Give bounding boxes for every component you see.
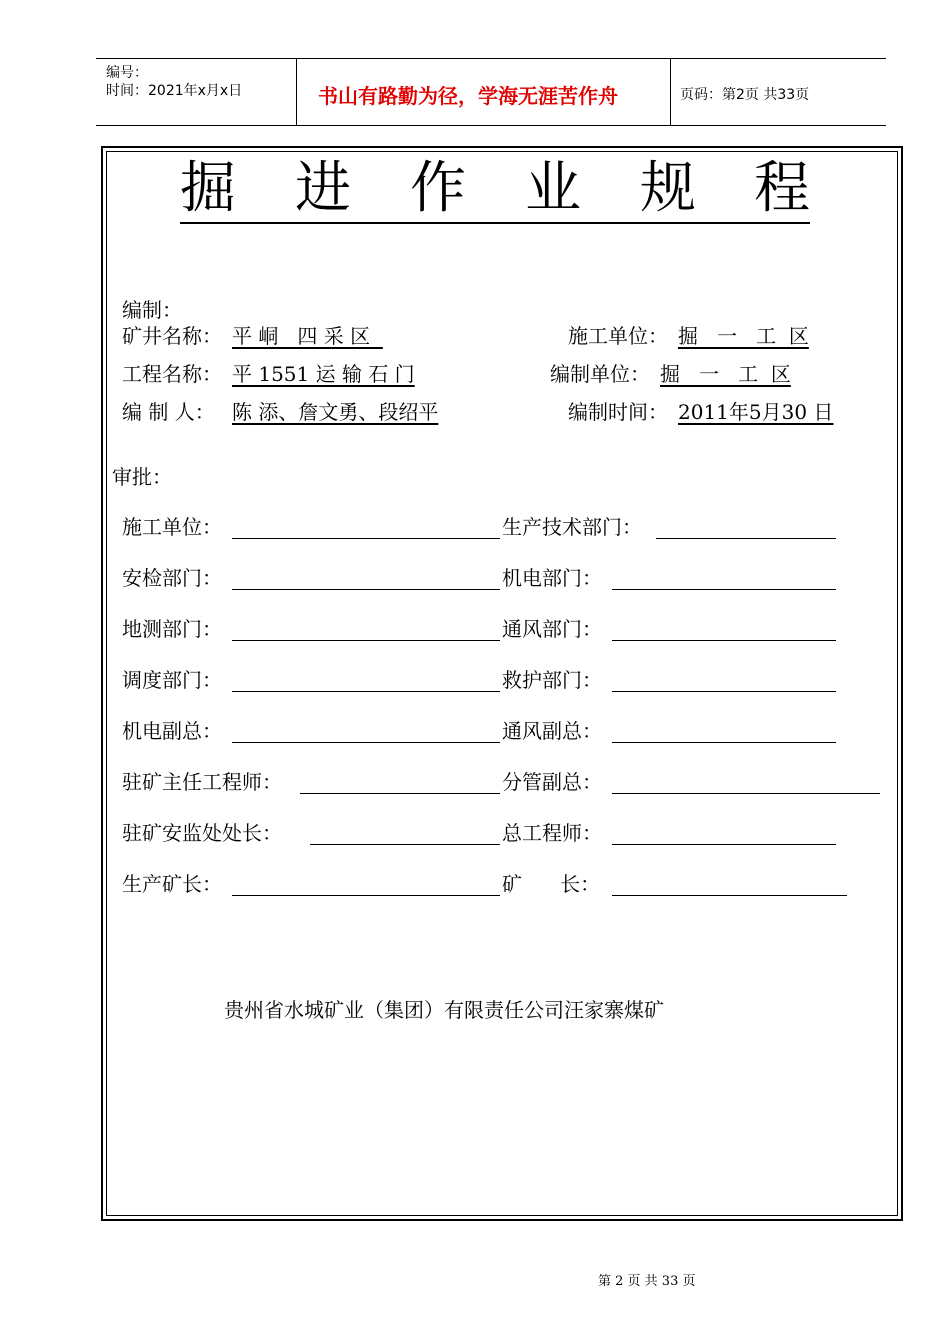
header-time: 时间：2021年x月x日	[106, 83, 243, 99]
signature-line	[232, 538, 500, 539]
approval-label-production-mine-manager: 生产矿长：	[122, 872, 222, 896]
approval-label-deputy-ventilation: 通风副总：	[502, 719, 602, 743]
approval-label-rescue: 救护部门：	[502, 668, 602, 692]
compile-date-value: 2011年5月30 日	[678, 400, 834, 424]
signature-line	[612, 742, 836, 743]
project-name-value: 平 1551 运 输 石 门	[232, 362, 415, 386]
construct-unit-value: 掘 一 工 区	[678, 324, 809, 348]
approval-label-resident-chief-engineer: 驻矿主任工程师：	[122, 770, 282, 794]
approval-label-construct-unit: 施工单位：	[122, 515, 222, 539]
approval-label-survey: 地测部门：	[122, 617, 222, 641]
header-motto: 书山有路勤为径，学海无涯苦作舟	[318, 84, 618, 108]
document-title	[180, 156, 810, 224]
signature-line	[232, 691, 500, 692]
header-divider-right	[670, 58, 671, 126]
approval-label-production-tech: 生产技术部门：	[502, 515, 642, 539]
header-page-info: 页码：第2页 共33页	[680, 87, 810, 103]
signature-line	[612, 895, 847, 896]
signature-line	[232, 589, 500, 590]
title-char: 规	[640, 156, 696, 221]
compile-date-label: 编制时间：	[568, 400, 668, 424]
title-char: 程	[754, 156, 810, 221]
approval-label-safety-inspection: 安检部门：	[122, 566, 222, 590]
approval-label-mine-manager: 矿 长：	[502, 872, 601, 896]
signature-line	[612, 640, 836, 641]
compile-unit-label: 编制单位：	[550, 362, 650, 386]
signature-line	[232, 742, 500, 743]
page-footer: 第 2 页 共 33 页	[598, 1274, 696, 1289]
project-name-label: 工程名称：	[122, 362, 222, 386]
signature-line	[612, 793, 880, 794]
approval-label-ventilation: 通风部门：	[502, 617, 602, 641]
company-name: 贵州省水城矿业（集团）有限责任公司汪家寨煤矿	[224, 998, 664, 1022]
signature-line	[612, 844, 836, 845]
signature-line	[300, 793, 500, 794]
approval-label-dispatch: 调度部门：	[122, 668, 222, 692]
author-label: 编 制 人：	[122, 400, 215, 424]
title-char: 进	[295, 156, 351, 221]
signature-line	[656, 538, 836, 539]
construct-unit-label: 施工单位：	[568, 324, 668, 348]
approval-label-chief-engineer: 总工程师：	[502, 821, 602, 845]
title-char: 作	[410, 156, 466, 221]
approval-heading: 审批：	[112, 465, 172, 489]
compile-heading: 编制：	[122, 298, 182, 322]
signature-line	[232, 640, 500, 641]
approval-label-electromechanical: 机电部门：	[502, 566, 602, 590]
author-value: 陈 添、詹文勇、段绍平	[232, 400, 439, 424]
approval-label-safety-director: 驻矿安监处处长：	[122, 821, 282, 845]
signature-line	[232, 895, 500, 896]
approval-label-deputy-in-charge: 分管副总：	[502, 770, 602, 794]
title-char: 掘	[180, 156, 236, 221]
header-bottom-rule	[96, 125, 886, 126]
header-divider-left	[296, 58, 297, 126]
title-char: 业	[525, 156, 581, 221]
approval-label-deputy-electromech: 机电副总：	[122, 719, 222, 743]
signature-line	[612, 589, 836, 590]
header-top-rule	[96, 58, 886, 59]
signature-line	[310, 844, 500, 845]
signature-line	[612, 691, 836, 692]
compile-unit-value: 掘 一 工 区	[660, 362, 791, 386]
header-number-label: 编号：	[106, 65, 148, 81]
mine-name-value: 平 峒 四 采 区	[232, 324, 383, 348]
mine-name-label: 矿井名称：	[122, 324, 222, 348]
